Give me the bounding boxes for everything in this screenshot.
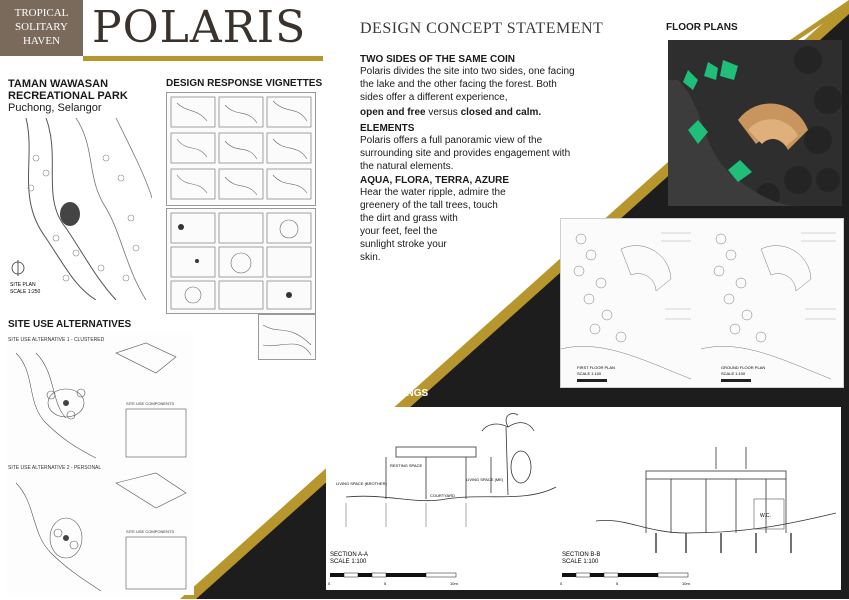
statement-s1-contrast [360,106,580,119]
site-info [8,78,128,115]
section-a-scale-10: 10m [450,581,458,586]
vignette-sheet-1 [166,92,316,206]
site-use-heading: SITE USE ALTERNATIVES [8,319,132,330]
statement-s3-title: AQUA, FLORA, TERRA, AZURE [360,175,510,186]
statement-s3-line-5: sunlight stroke your [360,239,447,250]
section-courtyard-label: COURTYARD [430,493,455,498]
section-b-scale-5: 5 [616,581,619,586]
statement-s3-line-2: greenery of the tall trees, touch [360,200,498,211]
statement-s3-line-3: the dirt and grass with [360,213,458,224]
site-plan-label: SITE PLAN [10,282,36,288]
statement-s3-line-1: Hear the water ripple, admire the [360,187,506,198]
section-a-scale: SCALE 1:100 [330,559,367,565]
floor-plans-panel [560,218,844,388]
site-plan-scale: SCALE 1:250 [10,289,41,295]
ground-floor-label: GROUND FLOOR PLAN [721,365,766,370]
statement-heading: DESIGN CONCEPT STATEMENT [360,20,604,37]
first-floor-scale: SCALE 1:100 [577,371,602,376]
site-plan-drawing [6,118,152,300]
components-label-1: SITE USE COMPONENTS [126,401,175,406]
statement-block [360,52,580,264]
section-a-scale-5: 5 [384,581,387,586]
section-wc-label: W.C. [760,513,771,519]
statement-s2-title: ELEMENTS [360,123,415,134]
section-a-scale-0: 0 [328,581,331,586]
page-title: POLARIS [92,2,307,53]
logo-line-3: HAVEN [22,35,61,47]
section-b-label: SECTION B-B [562,552,601,558]
alt2-label: SITE USE ALTERNATIVE 2 - PERSONAL [8,465,102,471]
statement-s1-versus: versus [425,107,461,118]
floor-plans-heading: FLOOR PLANS [666,22,738,33]
alt1-label: SITE USE ALTERNATIVE 1 - CLUSTERED [8,337,105,343]
site-name-line-1: TAMAN WAWASAN [8,78,109,90]
section-drawings-panel [326,407,841,590]
vignette-sheet-3 [258,314,316,360]
section-b-scale-0: 0 [560,581,563,586]
vignettes-panel [166,92,316,342]
statement-s2-text: Polaris offers a full panoramic view of the surrounding site and provides engagement with the natural elements. [360,135,571,172]
components-label-2: SITE USE COMPONENTS [126,529,175,534]
logo-badge [0,0,83,56]
statement-s3-line-6: skin. [360,252,381,263]
section-resting-label: RESTING SPACE [390,463,423,468]
ground-floor-scale: SCALE 1:100 [721,371,746,376]
statement-s1-title: TWO SIDES OF THE SAME COIN [360,54,516,65]
site-name-line-2: RECREATIONAL PARK [8,90,128,102]
statement-s3-line-4: your feet, feel the [360,226,438,237]
site-location: Puchong, Selangor [8,102,102,114]
vignettes-heading: DESIGN RESPONSE VIGNETTES [166,78,323,89]
vignette-sheet-2 [166,208,316,314]
section-b-scale-10: 10m [682,581,690,586]
section-heading: SECTION DRAWINGS [326,388,429,399]
statement-s1-bold: open and free [360,107,426,118]
logo-line-2: SOLITARY [15,21,68,33]
section-a-label: SECTION A-A [330,552,369,558]
section-living-brother-label: LIVING SPACE (BROTHER) [336,481,387,486]
logo-line-1: TROPICAL [14,7,69,19]
statement-s1-bold2: closed and calm. [460,107,542,118]
section-living-me-label: LIVING SPACE (ME) [466,477,504,482]
model-photo [668,40,842,206]
site-use-panel [6,333,194,595]
statement-s1-text: Polaris divides the site into two sides, one facing the lake and the other facing the forest. Both sides offer a different experience, [360,66,575,103]
first-floor-label: FIRST FLOOR PLAN [577,365,615,370]
section-b-scale: SCALE 1:100 [562,559,599,565]
